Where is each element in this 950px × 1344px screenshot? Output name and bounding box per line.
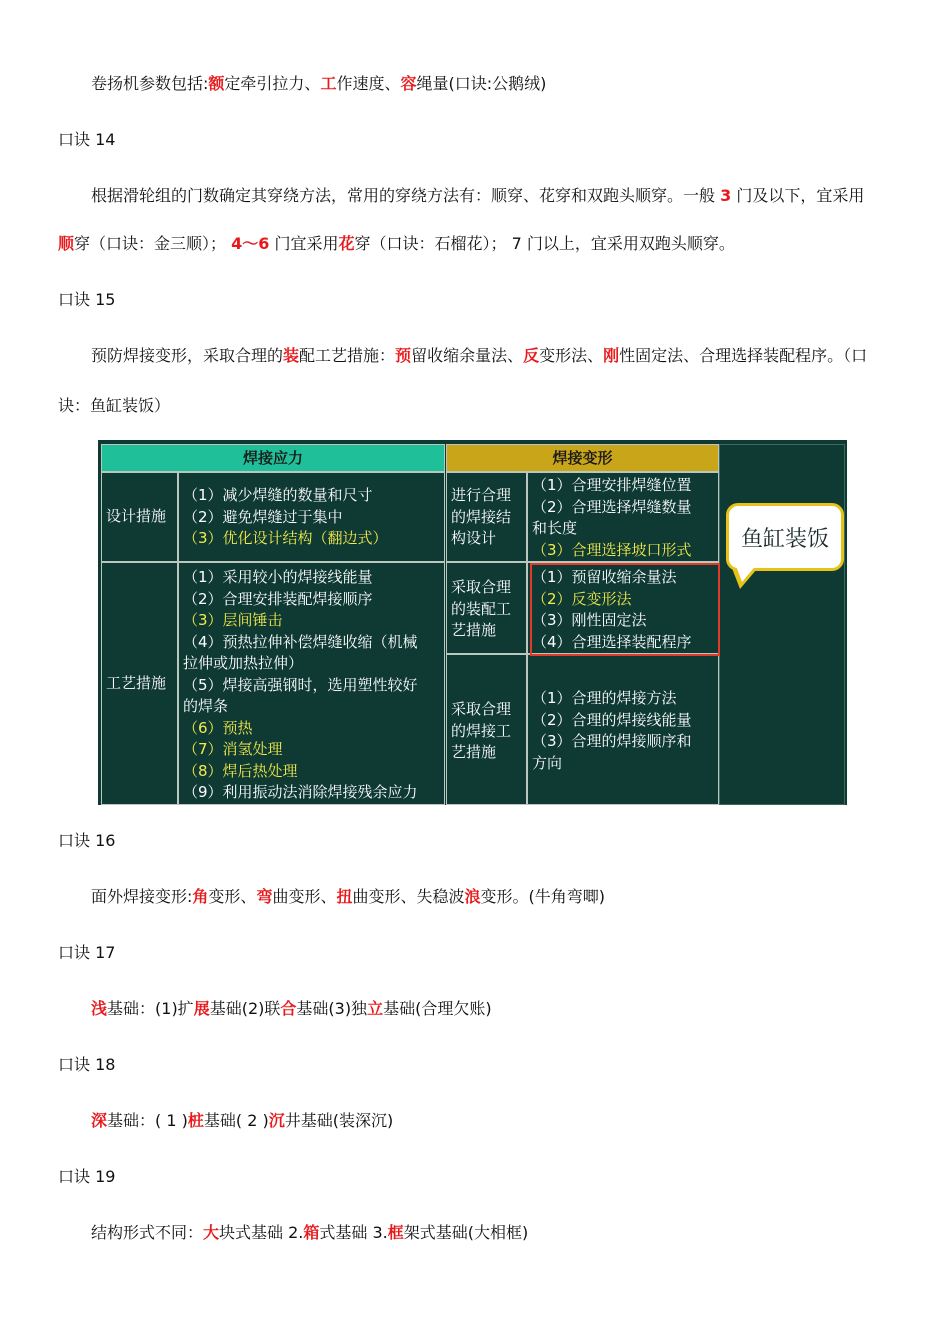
speech-bubble-tail-inner: [735, 563, 758, 582]
shallow-foundation-paragraph: [91, 998, 492, 1020]
heading-17: 口诀 17: [58, 943, 116, 962]
list-item: 拉伸或加热拉伸）: [183, 654, 304, 672]
list-item: （2）合理安排装配焊接顺序: [183, 589, 373, 608]
text: 基础(3)独: [296, 999, 368, 1018]
text: 基础( 2 ): [203, 1111, 269, 1130]
text: 性固定法、合理选择装配程序。（口: [619, 346, 868, 365]
keyword: 浪: [464, 887, 481, 906]
text: 门宜采用: [269, 234, 339, 253]
list-item: （1）合理安排焊缝位置: [532, 476, 692, 494]
header-welding-stress: 焊接应力: [101, 444, 445, 472]
label-line: 采取合理: [451, 578, 512, 596]
list-item: （8）焊后热处理: [183, 761, 298, 780]
heading-18: 口诀 18: [58, 1055, 116, 1074]
text: 穿（口诀：石榴花）； 7 门以上，宜采用双跑头顺穿。: [354, 234, 735, 253]
keyword: 框: [387, 1223, 404, 1242]
deform-weld-label: [446, 654, 527, 805]
empty-column: [719, 444, 845, 805]
text: 面外焊接变形:: [91, 887, 193, 906]
list-item: （2）合理的焊接线能量: [532, 710, 692, 729]
keyword: 额: [208, 74, 225, 93]
text: 绳量(口诀:公鹅绒): [416, 74, 547, 93]
welding-table-figure: [98, 440, 847, 805]
text: 曲变形、失稳波: [352, 887, 465, 906]
process-measures-list: [178, 562, 445, 805]
text: 井基础(装深沉): [284, 1111, 394, 1130]
list-item: （1）合理的焊接方法: [532, 689, 677, 707]
text: 架式基础(大相框): [403, 1223, 529, 1242]
keyword: 工: [320, 74, 337, 93]
list-item: （2）反变形法: [532, 589, 632, 608]
heading-15: 口诀 15: [58, 290, 116, 309]
keyword: 装: [283, 346, 300, 365]
pulley-paragraph-line1: [91, 185, 864, 207]
keyword: 深: [91, 1111, 108, 1130]
text: 基础(合理欠账): [383, 999, 492, 1018]
list-item: （3）合理的焊接顺序和: [532, 732, 692, 750]
label-line: 的焊接工: [451, 721, 512, 740]
row-label-process: 工艺措施: [101, 562, 178, 805]
out-of-plane-paragraph: [91, 886, 605, 908]
text: 块式基础 2.: [219, 1223, 304, 1242]
deform-assembly-label: [446, 562, 527, 654]
keyword: 箱: [303, 1223, 320, 1242]
list-item: （3）优化设计结构（翻边式）: [183, 529, 388, 547]
design-measures-list: [178, 472, 445, 562]
heading-19: 口诀 19: [58, 1167, 116, 1186]
row-label-design: 设计措施: [101, 472, 178, 562]
deform-design-list: [527, 472, 719, 562]
text: 根据滑轮组的门数确定其穿绕方法，常用的穿绕方法有：顺穿、花穿和双跑头顺穿。一般: [91, 186, 721, 205]
keyword: 4～6: [231, 234, 270, 253]
list-item: 方向: [532, 753, 563, 772]
text: 预防焊接变形，采取合理的: [91, 346, 284, 365]
list-item: （9）利用振动法消除焊接残余应力: [183, 783, 418, 801]
highlight-box: [530, 563, 720, 656]
list-item: （7）消氢处理: [183, 740, 283, 758]
list-item: （2）避免焊缝过于集中: [183, 507, 343, 526]
label-line: 艺措施: [451, 621, 497, 639]
list-item: 和长度: [532, 519, 578, 537]
list-item: （2）合理选择焊缝数量: [532, 497, 692, 516]
deform-weld-list: [527, 654, 719, 805]
text: 基础(2)联: [209, 999, 281, 1018]
text: 曲变形、: [272, 887, 337, 906]
keyword: 刚: [603, 346, 620, 365]
text: 定牵引拉力、: [224, 74, 321, 93]
speech-bubble: 鱼缸装饭: [726, 503, 844, 571]
label-line: 进行合理: [451, 486, 512, 504]
structure-form-paragraph: [91, 1222, 528, 1244]
list-item: （3）层间锤击: [183, 611, 283, 629]
label-line: 的装配工: [451, 599, 512, 618]
label-line: 艺措施: [451, 743, 497, 761]
keyword: 展: [193, 999, 210, 1018]
text: 变形法、: [539, 346, 604, 365]
keyword: 3: [720, 186, 732, 205]
keyword: 顺: [58, 234, 75, 253]
keyword: 浅: [91, 999, 108, 1018]
list-item: （6）预热: [183, 718, 253, 737]
list-item: （3）刚性固定法: [532, 611, 647, 629]
deform-design-label: [446, 472, 527, 562]
keyword: 立: [367, 999, 384, 1018]
weld-deform-paragraph-line2: 诀：鱼缸装饭）: [58, 396, 171, 415]
deep-foundation-paragraph: [91, 1110, 393, 1132]
list-item: （1）减少焊缝的数量和尺寸: [183, 486, 373, 504]
text: 基础：(1)扩: [107, 999, 194, 1018]
keyword: 反: [523, 346, 540, 365]
text: 穿（口诀：金三顺）；: [74, 234, 232, 253]
list-item: （3）合理选择坡口形式: [532, 540, 692, 559]
winch-parameters-paragraph: [91, 73, 546, 95]
text: 卷扬机参数包括:: [91, 74, 209, 93]
text: 基础：( 1 ): [107, 1111, 188, 1130]
text: 门及以下，宜采用: [731, 186, 865, 205]
label-line: 构设计: [451, 529, 497, 547]
keyword: 角: [192, 887, 209, 906]
keyword: 容: [400, 74, 417, 93]
keyword: 沉: [268, 1111, 285, 1130]
text: 变形、: [208, 887, 257, 906]
header-welding-deformation: 焊接变形: [446, 444, 719, 472]
weld-deform-paragraph-line1: [91, 345, 867, 367]
list-item: （5）焊接高强钢时，选用塑性较好: [183, 675, 418, 694]
heading-14: 口诀 14: [58, 130, 116, 149]
text: 作速度、: [336, 74, 401, 93]
text: 变形。(牛角弯唧): [480, 887, 606, 906]
keyword: 合: [280, 999, 297, 1018]
keyword: 扭: [336, 887, 353, 906]
list-item: （4）合理选择装配程序: [532, 632, 692, 651]
list-item: （4）预热拉伸补偿焊缝收缩（机械: [183, 632, 418, 651]
list-item: 的焊条: [183, 697, 229, 715]
keyword: 大: [203, 1223, 220, 1242]
text: 留收缩余量法、: [411, 346, 524, 365]
list-item: （1）预留收缩余量法: [532, 568, 677, 586]
label-line: 采取合理: [451, 700, 512, 718]
text: 式基础 3.: [319, 1223, 388, 1242]
keyword: 预: [395, 346, 412, 365]
keyword: 花: [338, 234, 355, 253]
text: 结构形式不同：: [91, 1223, 204, 1242]
heading-16: 口诀 16: [58, 831, 116, 850]
keyword: 弯: [256, 887, 273, 906]
keyword: 桩: [187, 1111, 204, 1130]
label-line: 的焊接结: [451, 507, 512, 526]
pulley-paragraph-line2: [58, 233, 735, 255]
list-item: （1）采用较小的焊接线能量: [183, 568, 373, 586]
text: 配工艺措施：: [299, 346, 396, 365]
